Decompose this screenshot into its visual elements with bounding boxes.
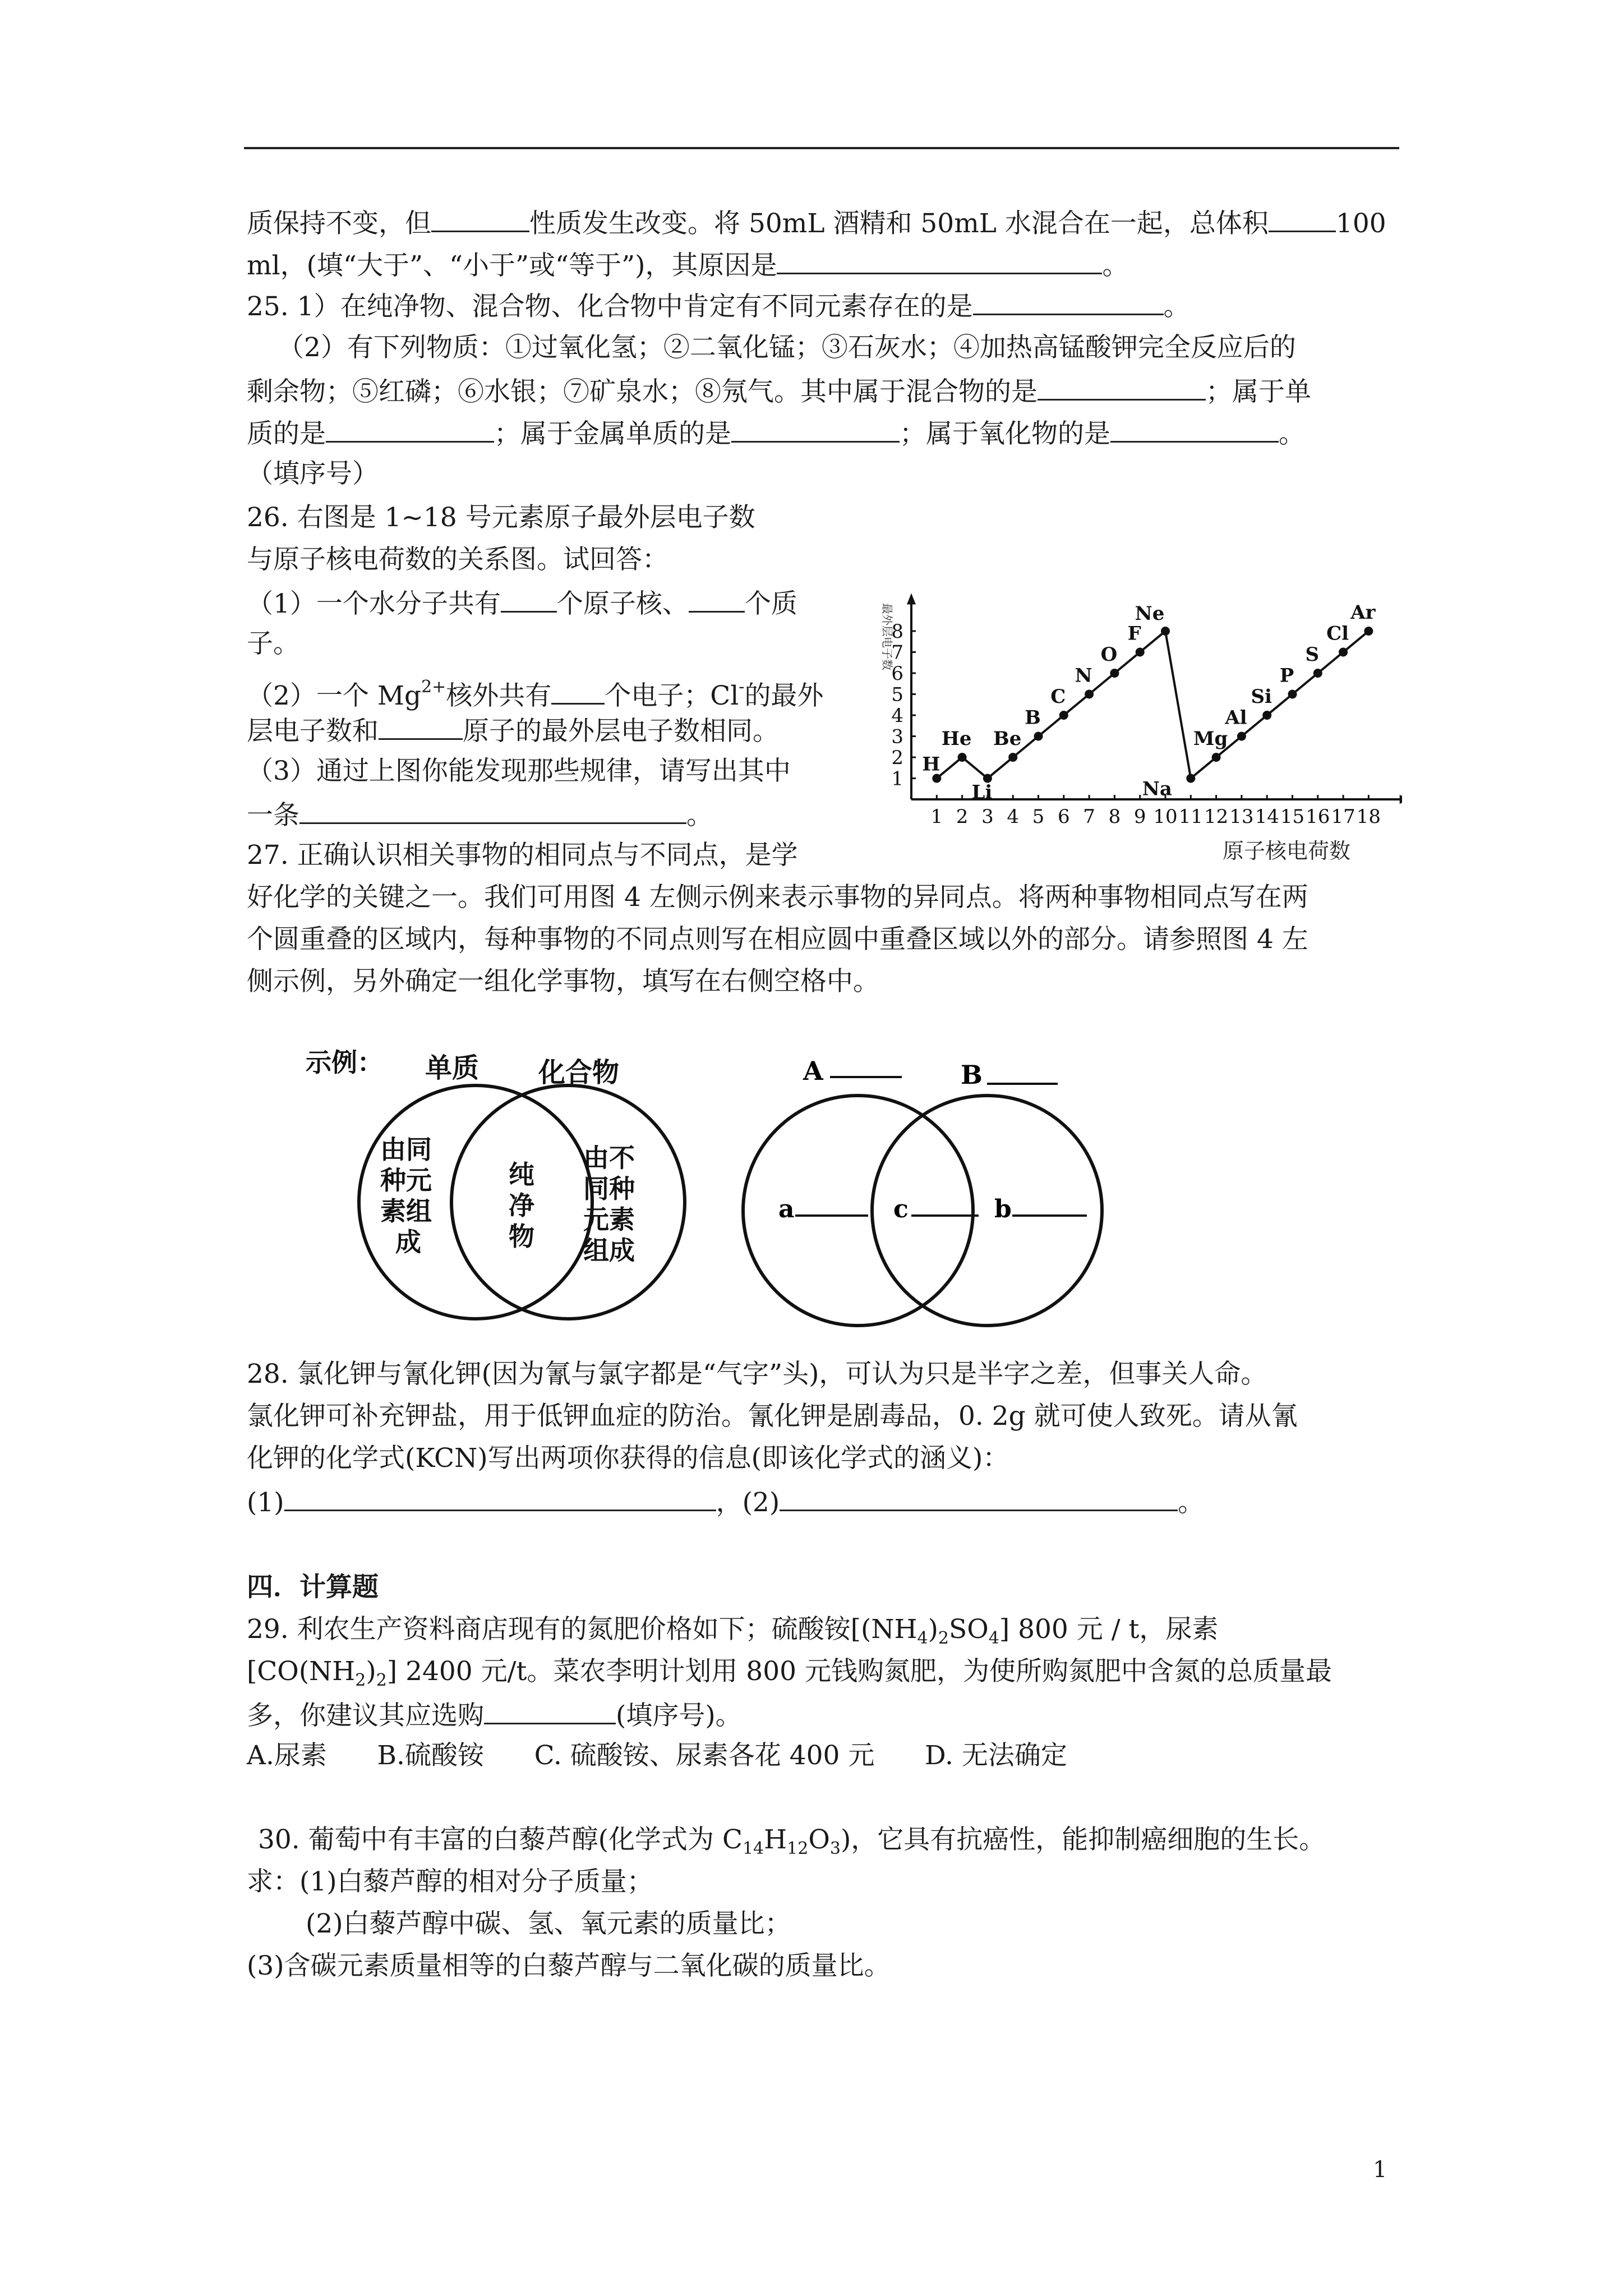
q29-options: A.尿素 B.硫酸铵 C. 硫酸铵、尿素各花 400 元 D. 无法确定 bbox=[247, 1740, 1067, 1771]
q26-line-6: 层电子数和 原子的最外层电子数相同。 bbox=[247, 712, 779, 748]
venn-a-text-1: 由同 bbox=[380, 1134, 432, 1165]
q30-line-3: (2)白藜芦醇中碳、氢、氧元素的质量比； bbox=[306, 1908, 791, 1939]
q26-line-3: （1）一个水分子共有 个原子核、 个质 bbox=[247, 585, 797, 621]
y-tick-label: 3 bbox=[891, 725, 903, 748]
element-label: F bbox=[1127, 622, 1141, 645]
venn-b-title: 化合物 bbox=[538, 1057, 620, 1088]
x-tick-label: 1 bbox=[930, 806, 943, 828]
x-tick-label: 12 bbox=[1204, 806, 1229, 828]
venn-mid-text-3: 物 bbox=[509, 1221, 534, 1251]
q27-line-4: 侧示例，另外确定一组化学事物，填写在右侧空格中。 bbox=[247, 966, 879, 997]
venn-a-title: 单质 bbox=[425, 1052, 479, 1084]
q29-line-2: $[CO(NH_2)_2]$ 2400 元/t。菜农李明计划用 800 元钱购氮肥，为使所购氮肥中含氮的总质量最 bbox=[247, 1656, 1332, 1690]
x-tick-label: 9 bbox=[1133, 806, 1146, 828]
venn-b-text-2: 同种 bbox=[583, 1174, 635, 1204]
element-label: B bbox=[1025, 706, 1041, 729]
y-tick-label: 7 bbox=[891, 641, 903, 664]
y-tick-label: 2 bbox=[891, 747, 903, 769]
element-label: Si bbox=[1251, 685, 1272, 708]
x-tick-label: 14 bbox=[1255, 806, 1279, 828]
venn-mid-text-2: 净 bbox=[509, 1190, 534, 1221]
element-label: H bbox=[922, 753, 940, 776]
q26-line-7: （3）通过上图你能发现那些规律，请写出其中 bbox=[247, 756, 791, 786]
venn-b-text-4: 组成 bbox=[583, 1235, 635, 1266]
q30-line-1: 30. 葡萄中有丰富的白藜芦醇(化学式为 $C_{14}H_{12}O_3$)，它具有抗癌性，能抑制癌细胞的生长。 bbox=[258, 1824, 1326, 1858]
x-tick-label: 15 bbox=[1280, 806, 1305, 828]
y-tick-label: 5 bbox=[891, 683, 903, 706]
q25-line-5: （填序号） bbox=[247, 458, 379, 489]
q25-line-2: （2）有下列物质：①过氧化氢；②二氧化锰；③石灰水；④加热高锰酸钾完全反应后的 bbox=[278, 332, 1296, 363]
q24-line-2: ml，(填“大于”、“小于”或“等于”)，其原因是 。 bbox=[247, 247, 1128, 283]
x-tick-label: 16 bbox=[1306, 806, 1330, 828]
x-tick-label: 18 bbox=[1356, 806, 1381, 828]
venn-b-text-1: 由不 bbox=[583, 1143, 635, 1173]
y-axis-label: 最外层电子数 bbox=[880, 603, 894, 670]
q28-line-1: 28. 氯化钾与氰化钾(因为氰与氯字都是“气字”头)，可认为只是半字之差，但事关人命。 bbox=[247, 1359, 1267, 1389]
q30-line-4: (3)含碳元素质量相等的白藜芦醇与二氧化碳的质量比。 bbox=[247, 1950, 891, 1981]
element-label: S bbox=[1305, 643, 1320, 666]
venn-right-circle-a bbox=[743, 1096, 973, 1326]
answer-blank[interactable] bbox=[780, 1484, 1178, 1511]
q29-line-3: 多，你建议其应选购 (填序号)。 bbox=[247, 1697, 742, 1733]
element-label: He bbox=[941, 728, 972, 750]
x-tick-label: 3 bbox=[981, 806, 994, 828]
q28-line-3: 化钾的化学式(KCN)写出两项你获得的信息(即该化学式的涵义)： bbox=[247, 1443, 1009, 1474]
q29-line-1: 29. 利农生产资料商店现有的氮肥价格如下；硫酸铵$[(NH_4)_2SO_4]$ 800 元 / t，尿素 bbox=[247, 1614, 1219, 1648]
y-tick-label: 1 bbox=[891, 767, 903, 790]
venn-right-b-label: B bbox=[961, 1060, 983, 1090]
y-tick-label: 6 bbox=[891, 662, 903, 685]
element-label: C bbox=[1050, 685, 1066, 708]
q26-line-2: 与原子核电荷数的关系图。试回答： bbox=[247, 544, 668, 575]
q26-line-4: 子。 bbox=[247, 628, 299, 659]
venn-mid-text-1: 纯 bbox=[509, 1159, 534, 1190]
x-tick-label: 4 bbox=[1007, 806, 1020, 828]
element-label: Be bbox=[993, 728, 1022, 750]
x-tick-label: 6 bbox=[1057, 806, 1070, 828]
x-tick-label: 13 bbox=[1229, 806, 1254, 828]
element-label: N bbox=[1075, 664, 1092, 687]
x-tick-label: 17 bbox=[1331, 806, 1355, 828]
q28-line-2: 氯化钾可补充钾盐，用于低钾血症的防治。氰化钾是剧毒品，0. 2g 就可使人致死。请从氰 bbox=[247, 1401, 1298, 1432]
element-label: Mg bbox=[1193, 728, 1228, 750]
y-tick-label: 8 bbox=[891, 620, 903, 643]
q26-line-8: 一条 。 bbox=[247, 797, 713, 832]
venn-b-text-3: 元素 bbox=[583, 1204, 635, 1235]
q27-line-3: 个圆重叠的区域内，每种事物的不同点则写在相应圆中重叠区域以外的部分。请参照图 4 左 bbox=[247, 924, 1308, 955]
y-tick-label: 4 bbox=[891, 705, 903, 727]
venn-right-b-region: b bbox=[994, 1195, 1012, 1223]
q24-line-1: 质保持不变，但 性质发生改变。将 50mL 酒精和 50mL 水混合在一起，总体积 100 bbox=[247, 205, 1386, 241]
x-tick-label: 7 bbox=[1083, 806, 1095, 828]
element-label: O bbox=[1100, 643, 1118, 666]
q26-line-1: 26. 右图是 1~18 号元素原子最外层电子数 bbox=[247, 502, 755, 533]
x-tick-label: 11 bbox=[1178, 806, 1203, 828]
x-tick-label: 2 bbox=[956, 806, 969, 828]
venn-right-mid-region: c bbox=[893, 1195, 909, 1223]
answer-blank[interactable] bbox=[284, 1484, 716, 1511]
x-axis-label: 原子核电荷数 bbox=[1223, 839, 1351, 863]
q25-line-3: 剩余物；⑤红磷；⑥水银；⑦矿泉水；⑧氖气。其中属于混合物的是 ；属于单 bbox=[247, 373, 1311, 409]
element-label: Cl bbox=[1326, 622, 1349, 645]
q25-line-4: 质的是 ；属于金属单质的是 ；属于氧化物的是 。 bbox=[247, 415, 1305, 451]
venn-a-text-2: 种元 bbox=[380, 1165, 432, 1195]
page-number: 1 bbox=[1373, 2157, 1387, 2183]
venn-right-a-region: a bbox=[778, 1195, 795, 1223]
element-label: Ne bbox=[1135, 602, 1165, 625]
venn-a-text-4: 成 bbox=[395, 1227, 421, 1257]
q30-line-2: 求：(1)白藜芦醇的相对分子质量； bbox=[247, 1866, 653, 1897]
element-label: Ar bbox=[1350, 601, 1376, 624]
venn-a-text-3: 素组 bbox=[380, 1196, 432, 1226]
q27-line-1: 27. 正确认识相关事物的相同点与不同点，是学 bbox=[247, 840, 798, 871]
answer-blank[interactable] bbox=[484, 1697, 616, 1724]
x-tick-label: 5 bbox=[1032, 806, 1045, 828]
venn-right-a-label: A bbox=[803, 1056, 823, 1086]
element-label: Al bbox=[1225, 706, 1247, 729]
q28-line-4: (1) ，(2) 。 bbox=[247, 1484, 1204, 1520]
x-tick-label: 10 bbox=[1153, 806, 1178, 828]
section-heading: 四．计算题 bbox=[247, 1572, 379, 1603]
q26-line-5: （2）一个 $Mg^{2+}$核外共有 个电子；Cl-的最外 bbox=[247, 677, 824, 711]
element-label: Na bbox=[1142, 777, 1172, 800]
example-label: 示例： bbox=[306, 1047, 383, 1078]
venn-left-circle-b bbox=[451, 1085, 685, 1319]
element-label: P bbox=[1279, 664, 1294, 687]
element-label: Li bbox=[971, 781, 993, 804]
q27-line-2: 好化学的关键之一。我们可用图 4 左侧示例来表示事物的异同点。将两种事物相同点写在两 bbox=[247, 882, 1308, 913]
x-tick-label: 8 bbox=[1108, 806, 1121, 828]
q25-line-1: 25. 1）在纯净物、混合物、化合物中肯定有不同元素存在的是 。 bbox=[247, 288, 1190, 324]
